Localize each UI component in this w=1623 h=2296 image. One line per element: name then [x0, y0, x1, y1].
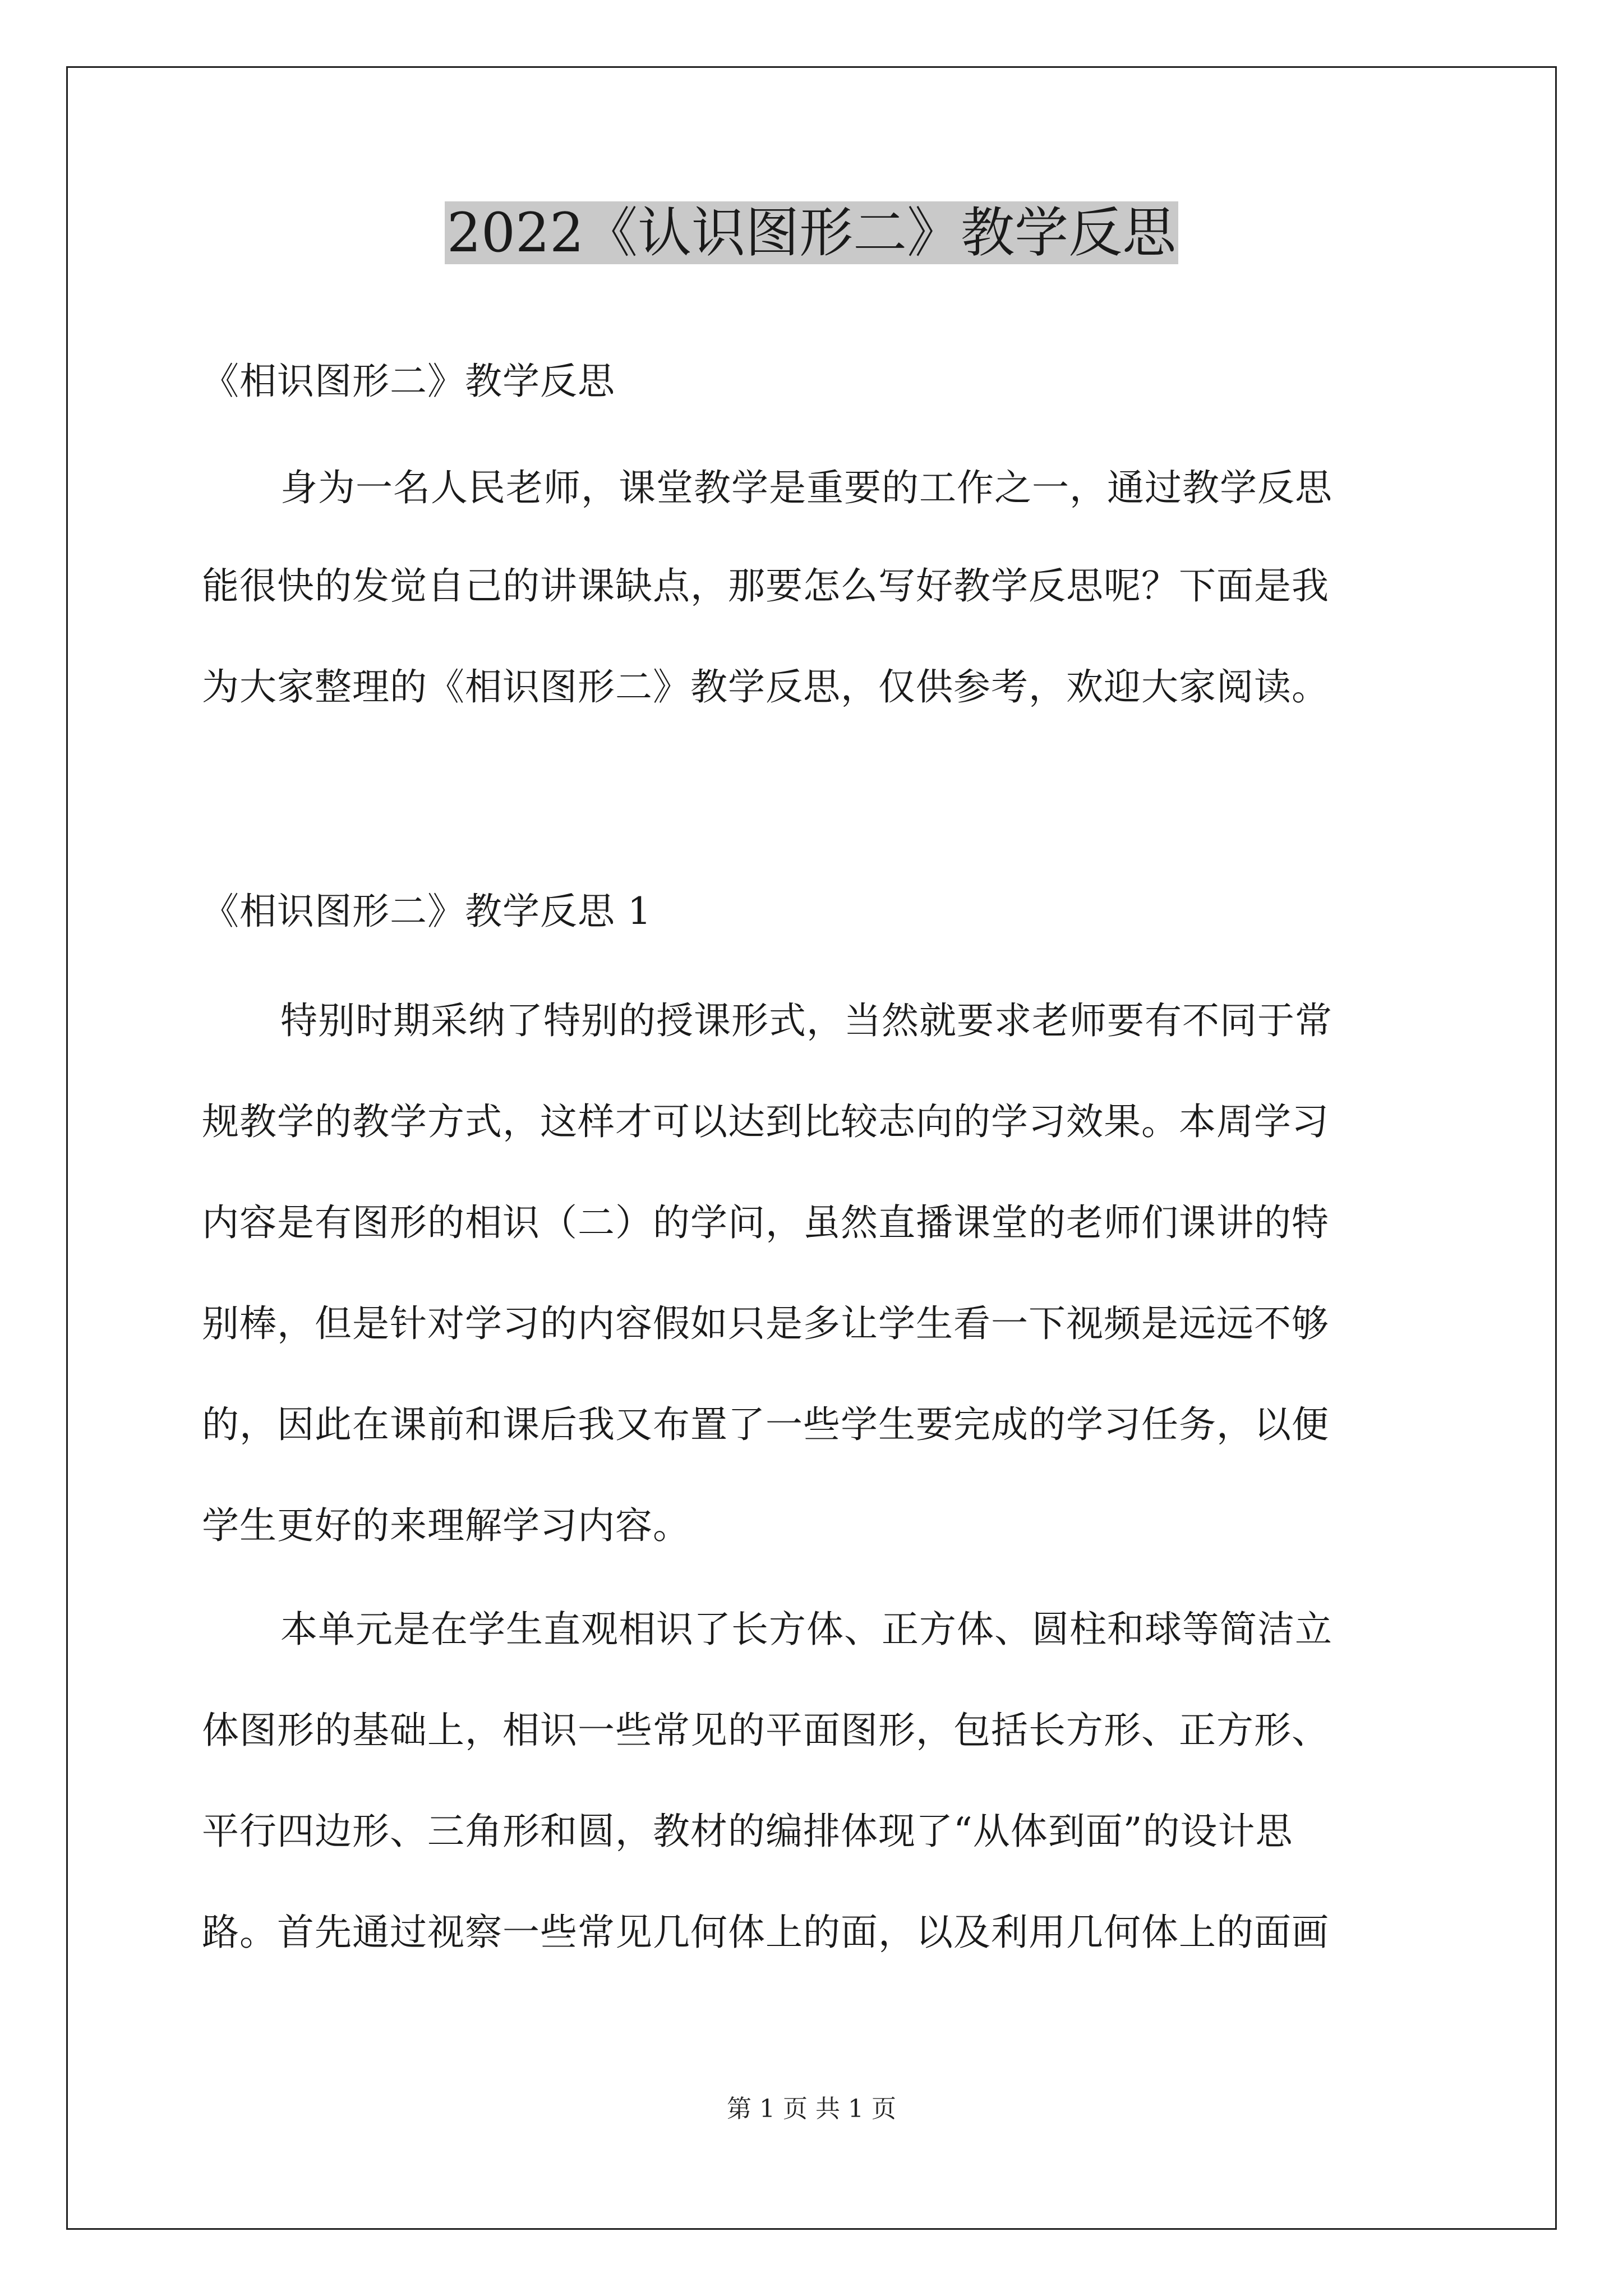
- paragraph-1-line-3: 内容是有图形的相识（二）的学问，虽然直播课堂的老师们课讲的特: [202, 1201, 1329, 1244]
- intro-line-3: 为大家整理的《相识图形二》教学反思，仅供参考，欢迎大家阅读。: [202, 665, 1329, 708]
- document-title-text: 2022《认识图形二》教学反思: [445, 201, 1178, 264]
- page-footer: 第 1 页 共 1 页: [727, 2095, 896, 2123]
- intro-line-1: 身为一名人民老师，课堂教学是重要的工作之一，通过教学反思: [280, 466, 1332, 509]
- paragraph-1-line-2: 规教学的教学方式，这样才可以达到比较志向的学习效果。本周学习: [202, 1100, 1329, 1143]
- paragraph-1-line-6: 学生更好的来理解学习内容。: [202, 1504, 690, 1547]
- paragraph-2-line-4: 路。首先通过视察一些常见几何体上的面，以及利用几何体上的面画: [202, 1911, 1329, 1954]
- paragraph-1-line-5: 的，因此在课前和课后我又布置了一些学生要完成的学习任务，以便: [202, 1403, 1329, 1446]
- document-title: [0, 194, 1623, 272]
- paragraph-2-line-1: 本单元是在学生直观相识了长方体、正方体、圆柱和球等简洁立: [280, 1608, 1332, 1651]
- intro-line-2: 能很快的发觉自己的讲课缺点，那要怎么写好教学反思呢？下面是我: [202, 564, 1329, 608]
- paragraph-1-line-1: 特别时期采纳了特别的授课形式，当然就要求老师要有不同于常: [280, 999, 1332, 1042]
- paragraph-2-line-2: 体图形的基础上，相识一些常见的平面图形，包括长方形、正方形、: [202, 1709, 1329, 1752]
- paragraph-2-line-3: 平行四边形、三角形和圆，教材的编排体现了“从体到面”的设计思: [202, 1810, 1293, 1853]
- subheading-1: 《相识图形二》教学反思 1: [202, 890, 652, 933]
- paragraph-1-line-4: 别棒，但是针对学习的内容假如只是多让学生看一下视频是远远不够: [202, 1302, 1329, 1345]
- section-heading: 《相识图形二》教学反思: [202, 360, 615, 403]
